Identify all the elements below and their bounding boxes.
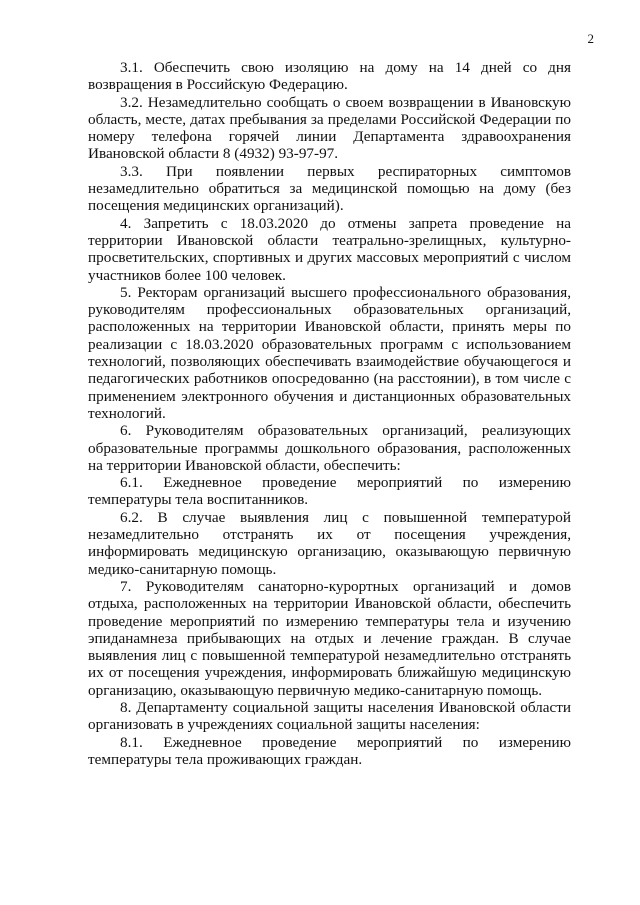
paragraph-6-1: 6.1. Ежедневное проведение мероприятий по измерению температуры тела воспитанников.: [88, 474, 571, 509]
paragraph-5: 5. Ректорам организаций высшего профессионального образования, руководителям профессиональных образовательных организаций, расположенных на территории Ивановской области, принять меры по реализации с 18.03.2020 образовательных программ с использованием технологий, позволяющих обеспечивать взаимодействие обучающегося и педагогических работников опосредованно (на расстоянии), в том числе с применением электронного обучения и дистанционных образовательных технологий.: [88, 283, 571, 422]
document-body: [88, 59, 571, 768]
paragraph-6: 6. Руководителям образовательных организаций, реализующих образовательные программы дошкольного образования, расположенных на территории Ивановской области, обеспечить:: [88, 422, 571, 474]
paragraph-3-2: 3.2. Незамедлительно сообщать о своем возвращении в Ивановскую область, месте, датах пребывания за пределами Российской Федерации по номеру телефона горячей линии Департамента здравоохранения Ивановской области 8 (4932) 93-97-97.: [88, 93, 571, 163]
paragraph-3-1: 3.1. Обеспечить свою изоляцию на дому на 14 дней со дня возвращения в Российскую Федерацию.: [88, 59, 571, 94]
paragraph-8: 8. Департаменту социальной защиты населения Ивановской области организовать в учреждениях социальной защиты населения:: [88, 698, 571, 734]
paragraph-3-3: 3.3. При появлении первых респираторных симптомов незамедлительно обратиться за медицинской помощью на дому (без посещения медицинских организаций).: [88, 162, 571, 215]
paragraph-7: 7. Руководителям санаторно-курортных организаций и домов отдыха, расположенных на территории Ивановской области, обеспечить проведение мероприятий по измерению температуры тела и изучению эпиданамнеза прибывающих на отдых и лечение граждан. В случае выявления лиц с повышенной температурой незамедлительно отстранять их от посещения учреждения, информировать ближайшую медицинскую организацию, оказывающую первичную медико-санитарную помощь.: [88, 577, 571, 699]
paragraph-8-1: 8.1. Ежедневное проведение мероприятий по измерению температуры тела проживающих граждан.: [88, 733, 571, 768]
paragraph-6-2: 6.2. В случае выявления лиц с повышенной температурой незамедлительно отстранять их от посещения учреждения, информировать медицинскую организацию, оказывающую первичную медико-санитарную помощь.: [88, 508, 571, 578]
paragraph-4: 4. Запретить с 18.03.2020 до отмены запрета проведение на территории Ивановской области театрально-зрелищных, культурно-просветительских, спортивных и других массовых мероприятий с числом участников более 100 человек.: [88, 214, 571, 284]
page-number: 2: [587, 31, 594, 46]
